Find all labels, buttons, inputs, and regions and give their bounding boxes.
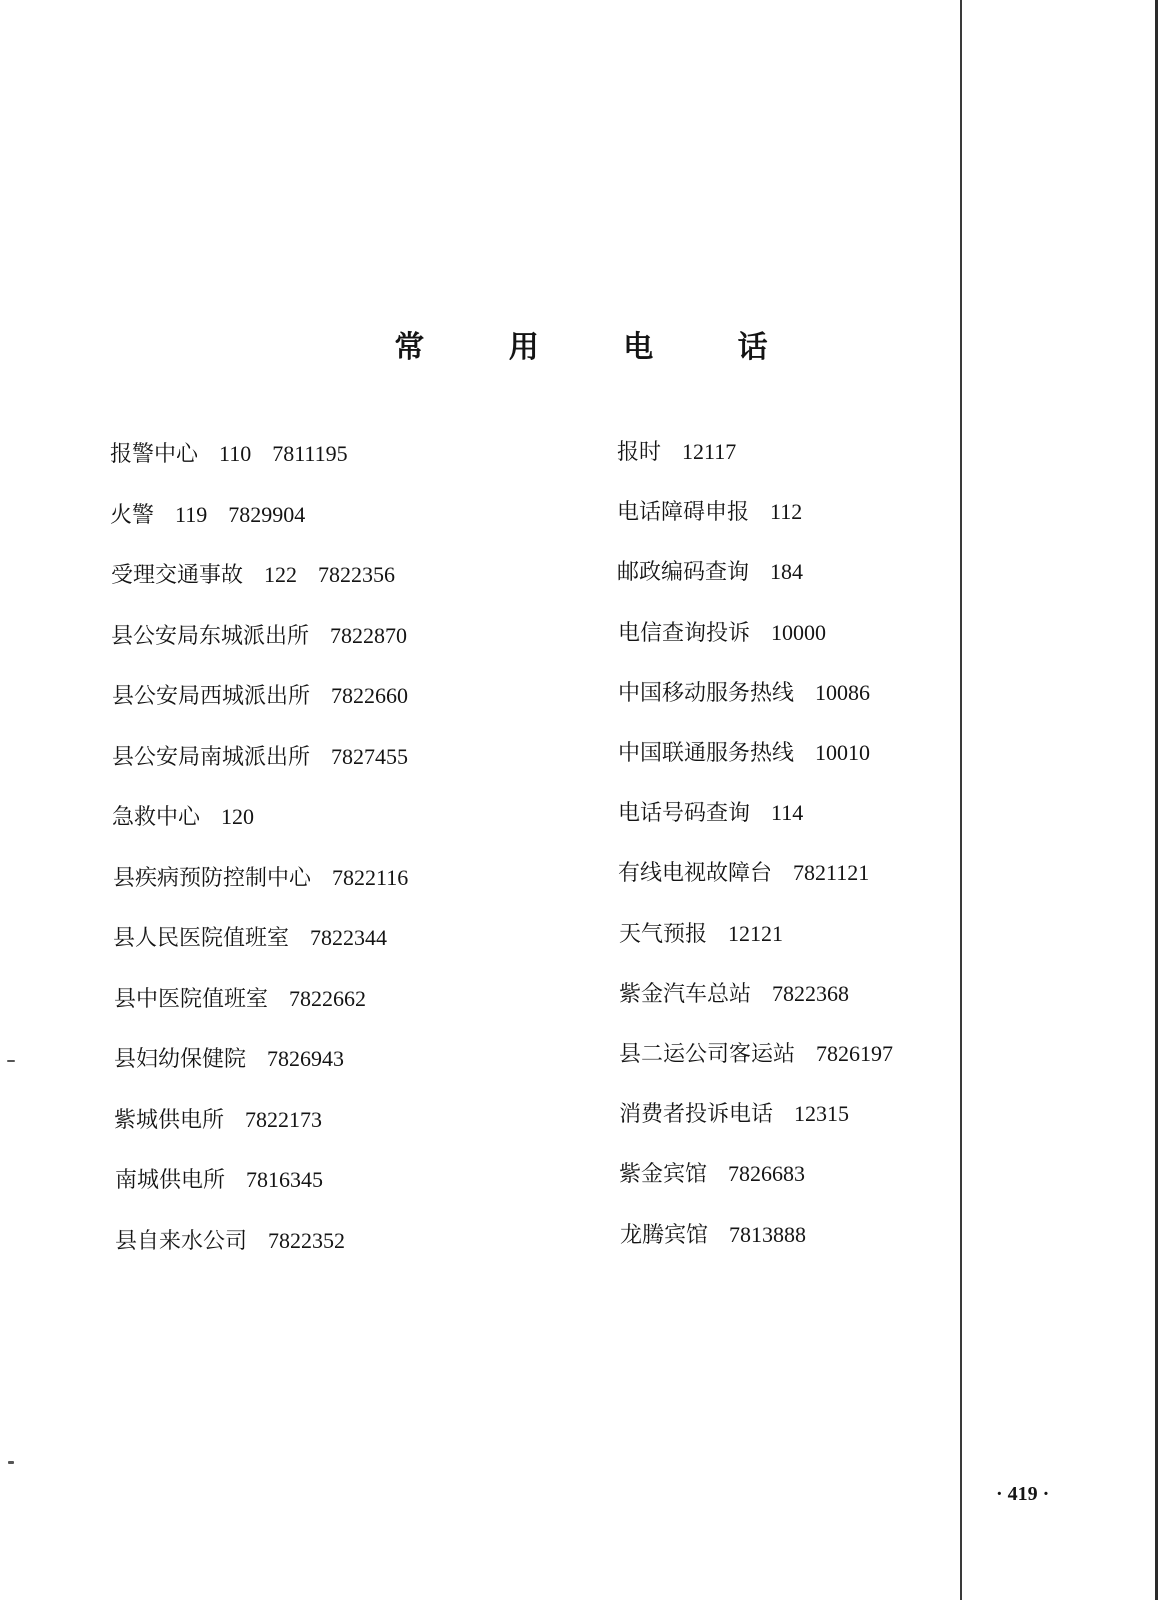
phone-number: 7816345: [246, 1167, 324, 1192]
scan-speck: [8, 1461, 14, 1464]
phone-number: 119: [175, 502, 208, 527]
entry-name: 紫城供电所: [114, 1108, 225, 1133]
phone-entry: [112, 803, 254, 832]
entry-name: 火警: [110, 503, 155, 528]
entry-name: 报时: [617, 440, 662, 465]
page-fold-line: [960, 0, 962, 1600]
entry-name: 县自来水公司: [115, 1229, 248, 1254]
phone-entry: [620, 1221, 806, 1250]
phone-number: 7822368: [772, 981, 850, 1006]
phone-number: 112: [770, 499, 803, 524]
entry-name: 县中医院值班室: [114, 987, 269, 1012]
phone-entry: [115, 1227, 345, 1256]
entry-name: 县公安局西城派出所: [112, 684, 311, 709]
phone-number: 7813888: [729, 1222, 807, 1247]
page-number: · 419 ·: [996, 1483, 1050, 1505]
phone-entry: [114, 985, 366, 1014]
phone-number: 7827455: [331, 744, 409, 769]
phone-number: 7826943: [267, 1046, 345, 1071]
phone-number: 114: [771, 800, 804, 825]
phone-number: 7822870: [330, 623, 408, 648]
phone-entry: [114, 1106, 322, 1135]
phone-number: 7822344: [310, 925, 388, 950]
phone-number: 120: [221, 804, 255, 829]
entry-name: 消费者投诉电话: [619, 1102, 774, 1127]
phone-entry: [618, 619, 826, 648]
entry-name: 有线电视故障台: [618, 861, 773, 886]
phone-number: 7826197: [816, 1041, 894, 1066]
entry-name: 急救中心: [112, 805, 201, 830]
phone-entry: [114, 1045, 344, 1074]
phone-entry: [618, 679, 870, 708]
entry-name: 中国联通服务热线: [618, 741, 795, 766]
phone-entry: [619, 980, 849, 1009]
entry-name: 县二运公司客运站: [619, 1042, 796, 1067]
phone-entry: [619, 1040, 893, 1069]
phone-number: 10086: [815, 680, 871, 705]
phone-entry: [617, 438, 736, 467]
phone-entry: [110, 501, 305, 530]
phone-entry: [618, 799, 803, 828]
phone-entry: [115, 1166, 323, 1195]
entry-name: 中国移动服务热线: [618, 681, 795, 706]
entry-name: 报警中心: [110, 442, 199, 467]
phone-entry: [112, 682, 408, 711]
phone-entry: [113, 864, 408, 893]
entry-name: 邮政编码查询: [617, 560, 750, 585]
phone-number: 7822116: [332, 865, 409, 890]
phone-number: 7822356: [318, 562, 396, 587]
phone-entry: [112, 743, 408, 772]
page-edge-line: [1155, 0, 1158, 1600]
phone-number: 7829904: [228, 502, 306, 527]
entry-name: 紫金汽车总站: [619, 982, 752, 1007]
phone-number: 10000: [771, 620, 827, 645]
phone-number: 12117: [682, 439, 737, 464]
entry-name: 县妇幼保健院: [114, 1047, 247, 1072]
page-title: 常 用 电 话: [394, 330, 805, 365]
phone-entry: [113, 924, 387, 953]
phone-number: 7822173: [245, 1107, 323, 1132]
phone-entry: [111, 622, 407, 651]
entry-name: 电话障碍申报: [617, 500, 750, 525]
phone-number: 7826683: [728, 1161, 806, 1186]
phone-entry: [617, 558, 803, 587]
phone-entry: [619, 1100, 849, 1129]
phone-number: 7822660: [331, 683, 409, 708]
phone-number: 12121: [728, 921, 784, 946]
phone-entry: [617, 498, 802, 527]
phone-number: 12315: [794, 1101, 850, 1126]
entry-name: 南城供电所: [115, 1168, 226, 1193]
phone-number: 7821121: [793, 860, 870, 885]
entry-name: 县公安局东城派出所: [111, 624, 310, 649]
phone-entry: [619, 920, 783, 949]
phone-number: 122: [264, 562, 298, 587]
phone-number: 110: [219, 441, 252, 466]
phone-number: 7822662: [289, 986, 367, 1011]
entry-name: 县人民医院值班室: [113, 926, 290, 951]
phone-entry: [618, 859, 869, 888]
entry-name: 受理交通事故: [111, 563, 244, 588]
entry-name: 龙腾宾馆: [620, 1223, 709, 1248]
entry-name: 紫金宾馆: [619, 1162, 708, 1187]
entry-name: 电话号码查询: [618, 801, 751, 826]
phone-entry: [619, 1160, 805, 1189]
entry-name: 县公安局南城派出所: [112, 745, 311, 770]
phone-number: 184: [770, 559, 804, 584]
entry-name: 电信查询投诉: [618, 621, 751, 646]
phone-entry: [618, 739, 870, 768]
phone-number: 7811195: [272, 441, 348, 466]
phone-number: 7822352: [268, 1228, 346, 1253]
phone-entry: [111, 561, 395, 590]
phone-entry: [110, 440, 348, 469]
entry-name: 天气预报: [619, 922, 708, 947]
entry-name: 县疾病预防控制中心: [113, 866, 312, 891]
phone-number: 10010: [815, 740, 871, 765]
scan-speck: [7, 1060, 15, 1062]
